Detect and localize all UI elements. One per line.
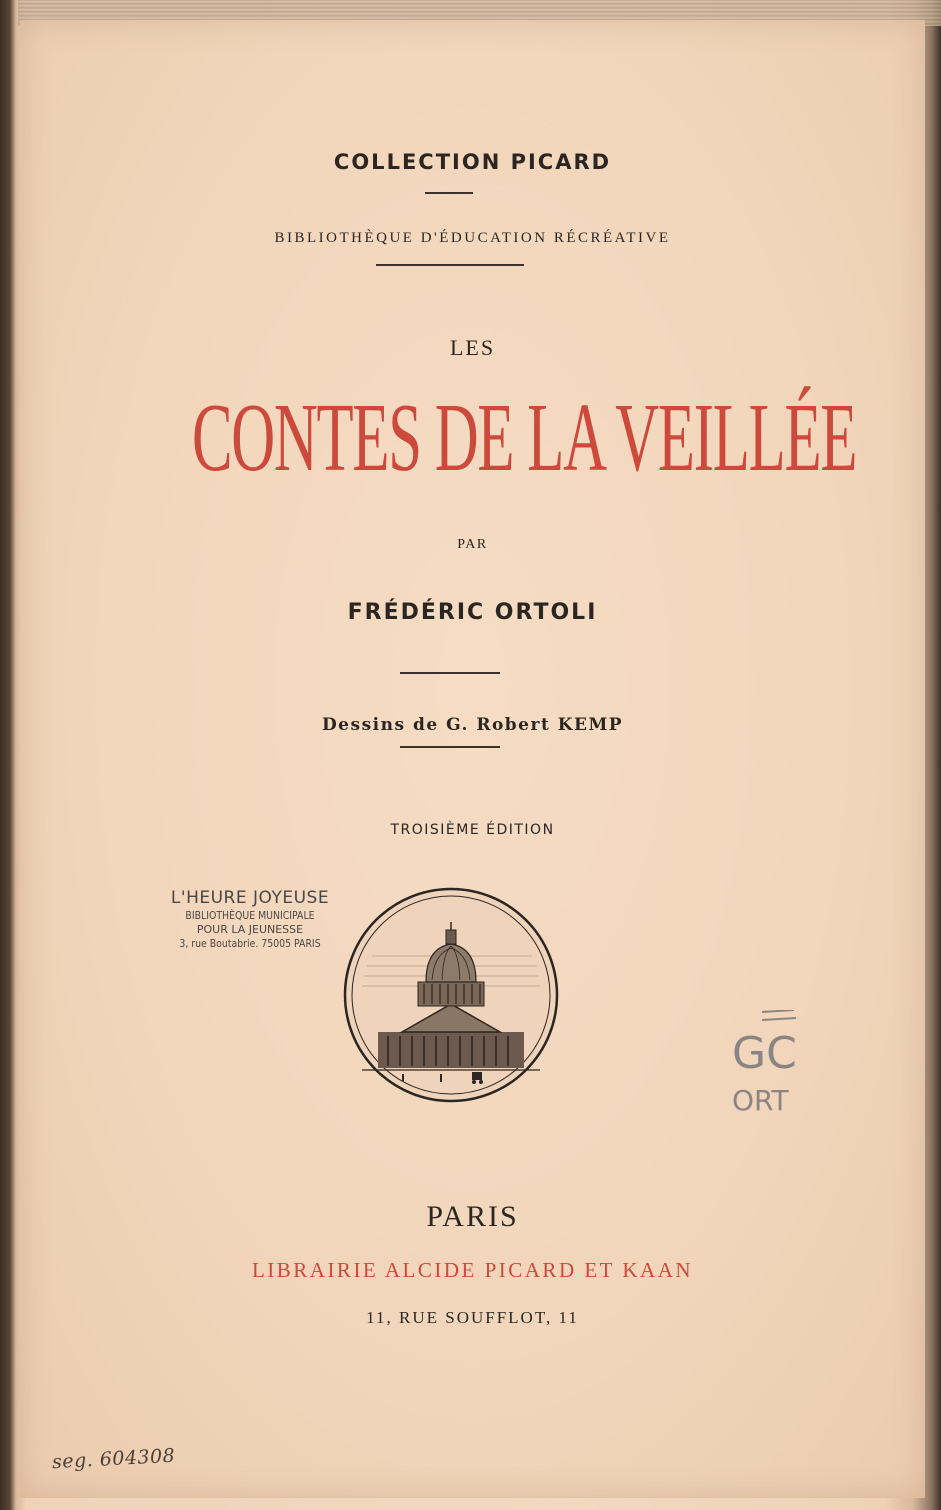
illustrator-credit: Dessins de G. Robert KEMP	[321, 715, 624, 735]
stamp-line: 3, rue Boutabrie. 75005 PARIS	[179, 936, 321, 950]
divider	[400, 746, 500, 748]
imprint-address: 11, RUE SOUFFLOT, 11	[366, 1308, 579, 1327]
title-prefix: LES	[449, 335, 496, 360]
divider	[425, 192, 473, 194]
library-stamp	[150, 888, 350, 951]
stamp-line: L'HEURE JOYEUSE	[170, 888, 330, 908]
pencil-line: ORT	[732, 1084, 789, 1117]
divider	[376, 264, 524, 266]
edition-label: TROISIÈME ÉDITION	[390, 822, 555, 838]
divider	[400, 672, 500, 674]
title-page	[20, 20, 925, 1498]
pencil-annotation	[732, 1010, 852, 1120]
stamp-line: BIBLIOTHÈQUE MUNICIPALE	[185, 909, 315, 923]
handwritten-shelfmark: seg. 604308	[51, 1444, 176, 1474]
pantheon-emblem-icon	[342, 886, 560, 1104]
imprint-city: PARIS	[426, 1200, 519, 1233]
imprint-publisher: LIBRAIRIE ALCIDE PICARD ET KAAN	[251, 1258, 694, 1282]
book-title: CONTES DE LA VEILLÉE	[191, 384, 857, 492]
series-name: BIBLIOTHÈQUE D'ÉDUCATION RÉCRÉATIVE	[274, 230, 671, 246]
author-name: FRÉDÉRIC ORTOLI	[347, 600, 598, 625]
by-label: PAR	[457, 537, 488, 552]
pencil-line: GC	[732, 1028, 797, 1079]
stamp-line: POUR LA JEUNESSE	[196, 923, 304, 936]
collection-name: COLLECTION PICARD	[333, 150, 612, 174]
